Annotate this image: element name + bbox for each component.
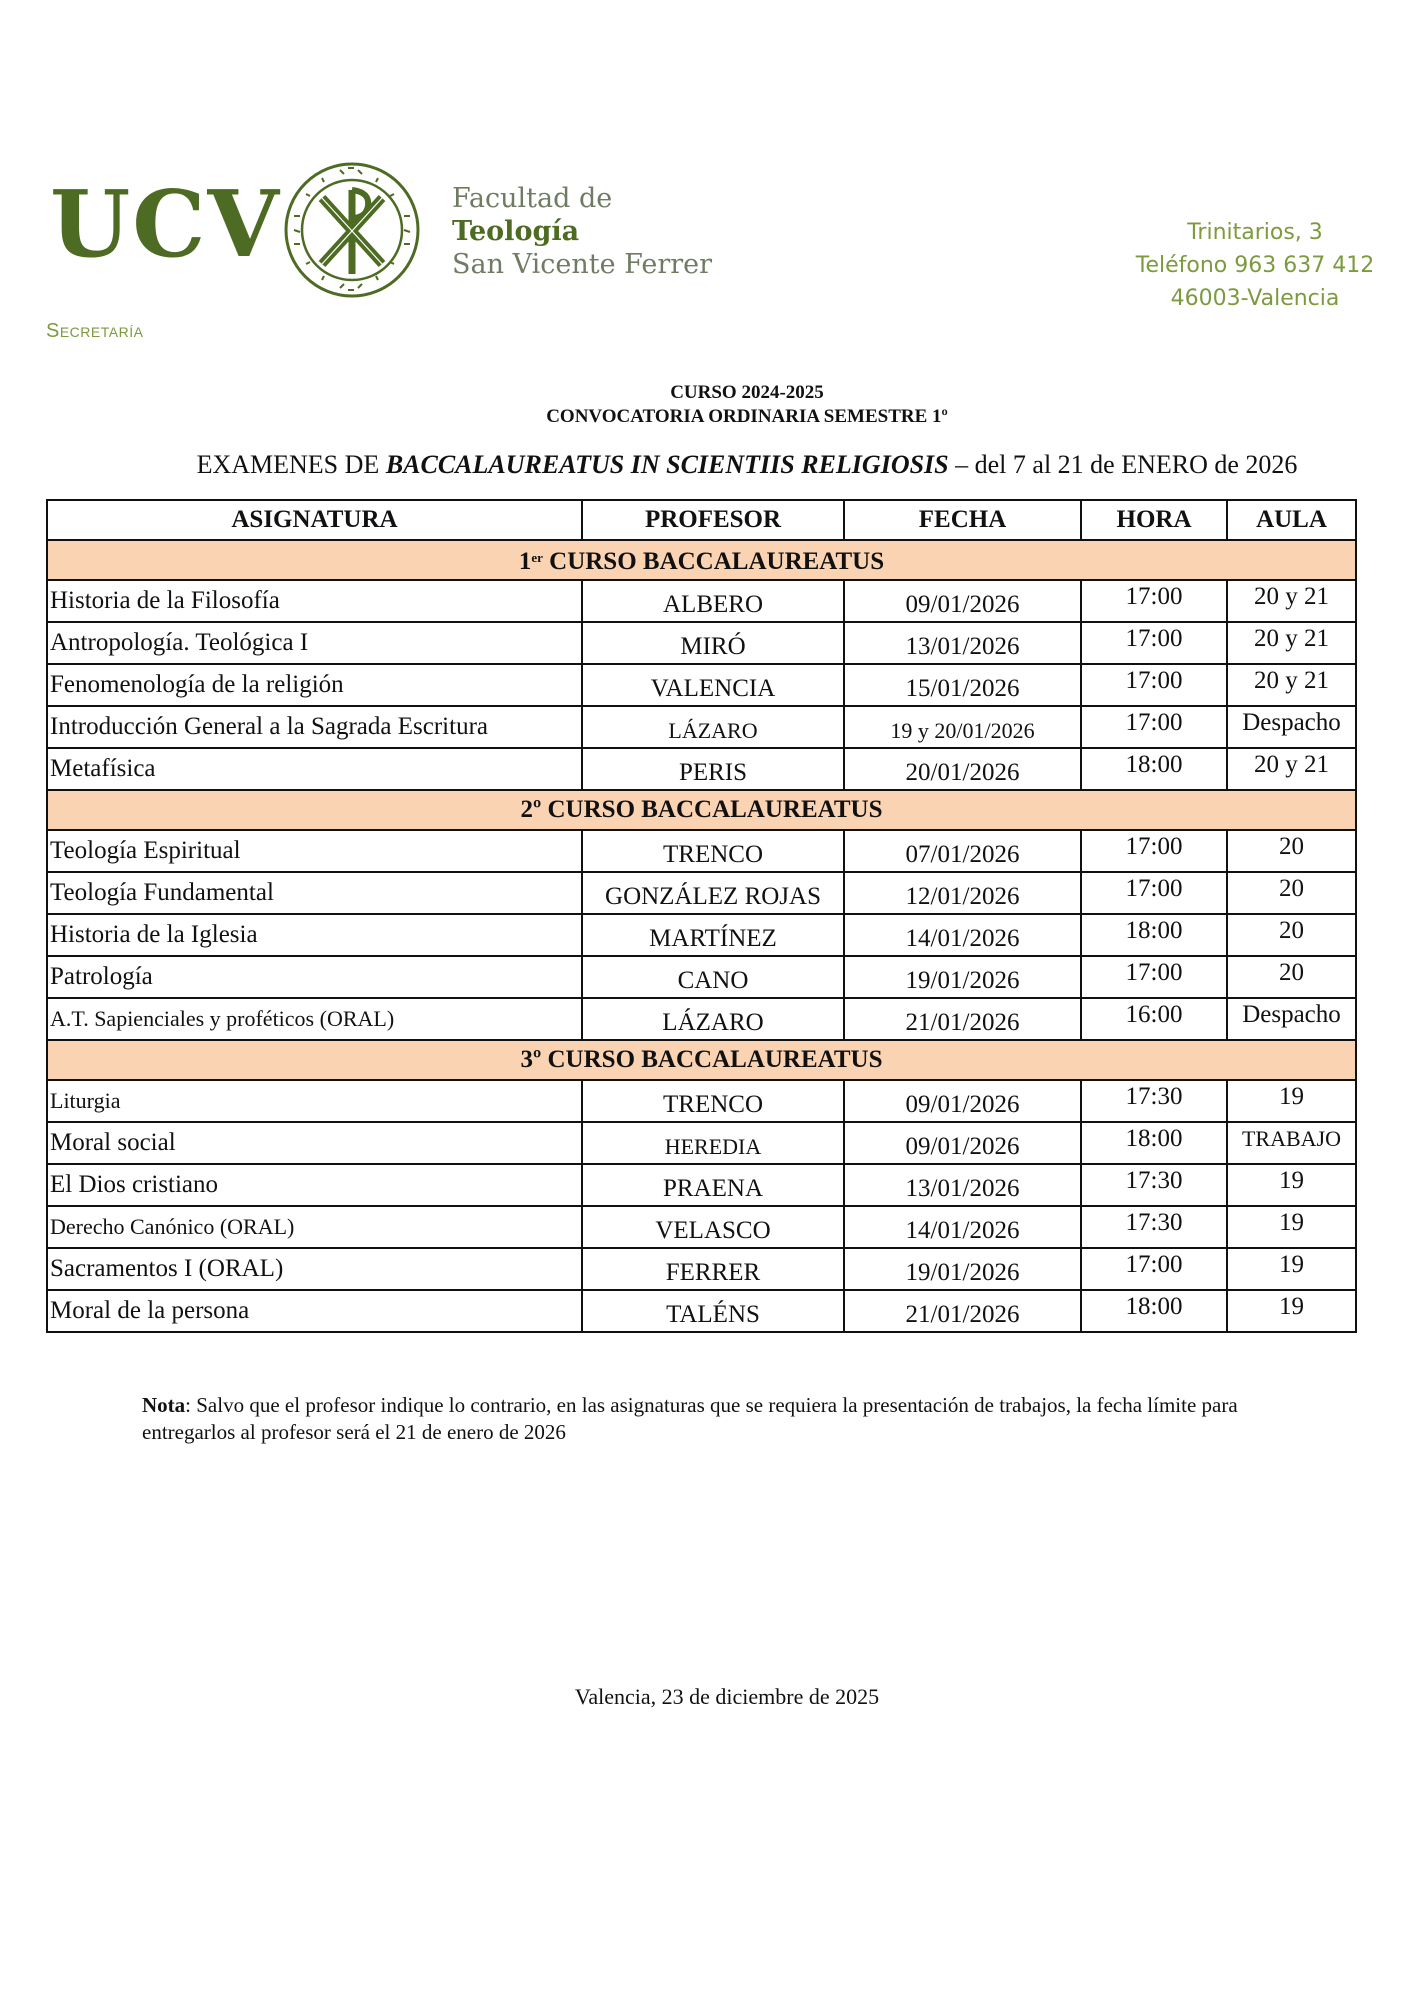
table-row [47,664,1356,706]
cell-fecha: 21/01/2026 [844,998,1081,1040]
cell-asignatura: Patrología [47,956,582,998]
cell-asignatura: Liturgia [47,1080,582,1122]
cell-fecha: 19 y 20/01/2026 [844,706,1081,748]
address-phone: Teléfono 963 637 412 [1135,253,1375,278]
address-street: Trinitarios, 3 [1187,220,1323,245]
exams-heading [0,450,1414,480]
cell-hora: 18:00 [1081,914,1227,956]
cell-asignatura: Historia de la Iglesia [47,914,582,956]
cell-hora: 18:00 [1081,748,1227,790]
cell-aula: 19 [1227,1248,1356,1290]
cell-aula: 19 [1227,1080,1356,1122]
table-row [47,1248,1356,1290]
faculty-name [452,182,712,281]
cell-hora: 17:00 [1081,580,1227,622]
cell-asignatura: Derecho Canónico (ORAL) [47,1206,582,1248]
cell-hora: 17:00 [1081,664,1227,706]
section-ordinal: er [531,550,543,565]
cell-aula: 20 [1227,830,1356,872]
table-row [47,1164,1356,1206]
cell-profesor: LÁZARO [582,706,844,748]
cell-asignatura: El Dios cristiano [47,1164,582,1206]
table-row [47,998,1356,1040]
header-aula: AULA [1227,500,1356,540]
cell-fecha: 19/01/2026 [844,1248,1081,1290]
cell-profesor: MIRÓ [582,622,844,664]
section-label: CURSO BACCALAUREATUS [542,548,885,575]
cell-profesor: VALENCIA [582,664,844,706]
table-row [47,580,1356,622]
section-row-1 [47,540,1356,580]
cell-profesor: VELASCO [582,1206,844,1248]
cell-profesor: MARTÍNEZ [582,914,844,956]
exams-table [46,499,1357,1333]
cell-aula: 20 [1227,872,1356,914]
faculty-line-2: Teología [452,216,580,247]
section-number: 1 [518,548,532,575]
cell-asignatura: Sacramentos I (ORAL) [47,1248,582,1290]
call-title: CONVOCATORIA ORDINARIA SEMESTRE 1º [546,406,948,427]
cell-aula: 19 [1227,1164,1356,1206]
section-label: CURSO BACCALAUREATUS [541,1046,883,1073]
cell-profesor: CANO [582,956,844,998]
cell-asignatura: Fenomenología de la religión [47,664,582,706]
table-row [47,914,1356,956]
cell-hora: 17:30 [1081,1206,1227,1248]
place-date: Valencia, 23 de diciembre de 2025 [574,1684,880,1709]
cell-fecha: 09/01/2026 [844,580,1081,622]
cell-aula: 20 [1227,956,1356,998]
table-row [47,706,1356,748]
cell-hora: 17:00 [1081,622,1227,664]
cell-hora: 17:00 [1081,1248,1227,1290]
cell-profesor: ALBERO [582,580,844,622]
cell-asignatura: Historia de la Filosofía [47,580,582,622]
course-title: CURSO 2024-2025 [670,382,824,403]
cell-profesor: HEREDIA [582,1122,844,1164]
department-label: Secretaría [46,320,144,342]
cell-asignatura: Teología Fundamental [47,872,582,914]
cell-hora: 18:00 [1081,1122,1227,1164]
table-row [47,830,1356,872]
cell-hora: 17:30 [1081,1080,1227,1122]
note-paragraph [142,1392,1302,1446]
table-row [47,1080,1356,1122]
chi-rho-seal-icon [282,160,422,300]
cell-fecha: 21/01/2026 [844,1290,1081,1332]
cell-asignatura: Antropología. Teológica I [47,622,582,664]
cell-hora: 17:00 [1081,872,1227,914]
exams-heading-suffix: – del 7 al 21 de ENERO de 2026 [948,450,1298,479]
cell-hora: 18:00 [1081,1290,1227,1332]
table-row [47,956,1356,998]
cell-profesor: GONZÁLEZ ROJAS [582,872,844,914]
cell-fecha: 15/01/2026 [844,664,1081,706]
cell-aula: 20 y 21 [1227,748,1356,790]
cell-asignatura: Teología Espiritual [47,830,582,872]
cell-hora: 17:00 [1081,830,1227,872]
table-row [47,1206,1356,1248]
section-title [47,790,1356,830]
exams-heading-prefix: EXAMENES DE [196,450,386,479]
header-asignatura: ASIGNATURA [47,500,582,540]
cell-aula: Despacho [1227,998,1356,1040]
cell-profesor: LÁZARO [582,998,844,1040]
cell-fecha: 07/01/2026 [844,830,1081,872]
ucv-logo-text: UCV [50,170,281,278]
cell-fecha: 13/01/2026 [844,1164,1081,1206]
cell-asignatura: Introducción General a la Sagrada Escritura [47,706,582,748]
cell-profesor: FERRER [582,1248,844,1290]
cell-fecha: 20/01/2026 [844,748,1081,790]
cell-aula: TRABAJO [1227,1122,1356,1164]
cell-aula: 20 y 21 [1227,622,1356,664]
cell-aula: 20 [1227,914,1356,956]
cell-profesor: TRENCO [582,1080,844,1122]
cell-asignatura: Moral social [47,1122,582,1164]
cell-aula: 19 [1227,1290,1356,1332]
header-profesor: PROFESOR [582,500,844,540]
table-row [47,748,1356,790]
faculty-line-1: Facultad de [452,183,613,214]
cell-fecha: 19/01/2026 [844,956,1081,998]
note-label: Nota [142,1393,186,1417]
cell-hora: 17:00 [1081,956,1227,998]
cell-fecha: 14/01/2026 [844,914,1081,956]
cell-asignatura: Metafísica [47,748,582,790]
section-row-2 [47,790,1356,830]
exams-heading-program: BACCALAUREATUS IN SCIENTIIS RELIGIOSIS [385,450,949,479]
cell-hora: 17:30 [1081,1164,1227,1206]
cell-profesor: TRENCO [582,830,844,872]
cell-aula: 20 y 21 [1227,664,1356,706]
table-row [47,872,1356,914]
faculty-line-3: San Vicente Ferrer [452,249,713,280]
cell-asignatura: Moral de la persona [47,1290,582,1332]
note-text: : Salvo que el profesor indique lo contrario, en las asignaturas que se requiera la presentación de trabajos, la fecha límite para entregarlos al profesor será el 21 de enero de 2026 [142,1393,1238,1444]
section-label: CURSO BACCALAUREATUS [541,796,883,823]
section-number: 3º [520,1046,542,1073]
cell-hora: 16:00 [1081,998,1227,1040]
section-title [47,540,1356,580]
cell-asignatura: A.T. Sapienciales y proféticos (ORAL) [47,998,582,1040]
address-block [1120,216,1390,315]
address-city: 46003-Valencia [1170,286,1340,311]
section-title [47,1040,1356,1080]
section-row-3 [47,1040,1356,1080]
cell-aula: 20 y 21 [1227,580,1356,622]
table-row [47,1122,1356,1164]
table-row [47,1290,1356,1332]
cell-fecha: 09/01/2026 [844,1122,1081,1164]
cell-fecha: 09/01/2026 [844,1080,1081,1122]
cell-profesor: TALÉNS [582,1290,844,1332]
cell-aula: 19 [1227,1206,1356,1248]
table-row [47,622,1356,664]
table-header-row [47,500,1356,540]
cell-hora: 17:00 [1081,706,1227,748]
section-number: 2º [520,796,542,823]
cell-aula: Despacho [1227,706,1356,748]
cell-fecha: 13/01/2026 [844,622,1081,664]
cell-profesor: PERIS [582,748,844,790]
cell-profesor: PRAENA [582,1164,844,1206]
header-hora: HORA [1081,500,1227,540]
header-fecha: FECHA [844,500,1081,540]
cell-fecha: 12/01/2026 [844,872,1081,914]
cell-fecha: 14/01/2026 [844,1206,1081,1248]
